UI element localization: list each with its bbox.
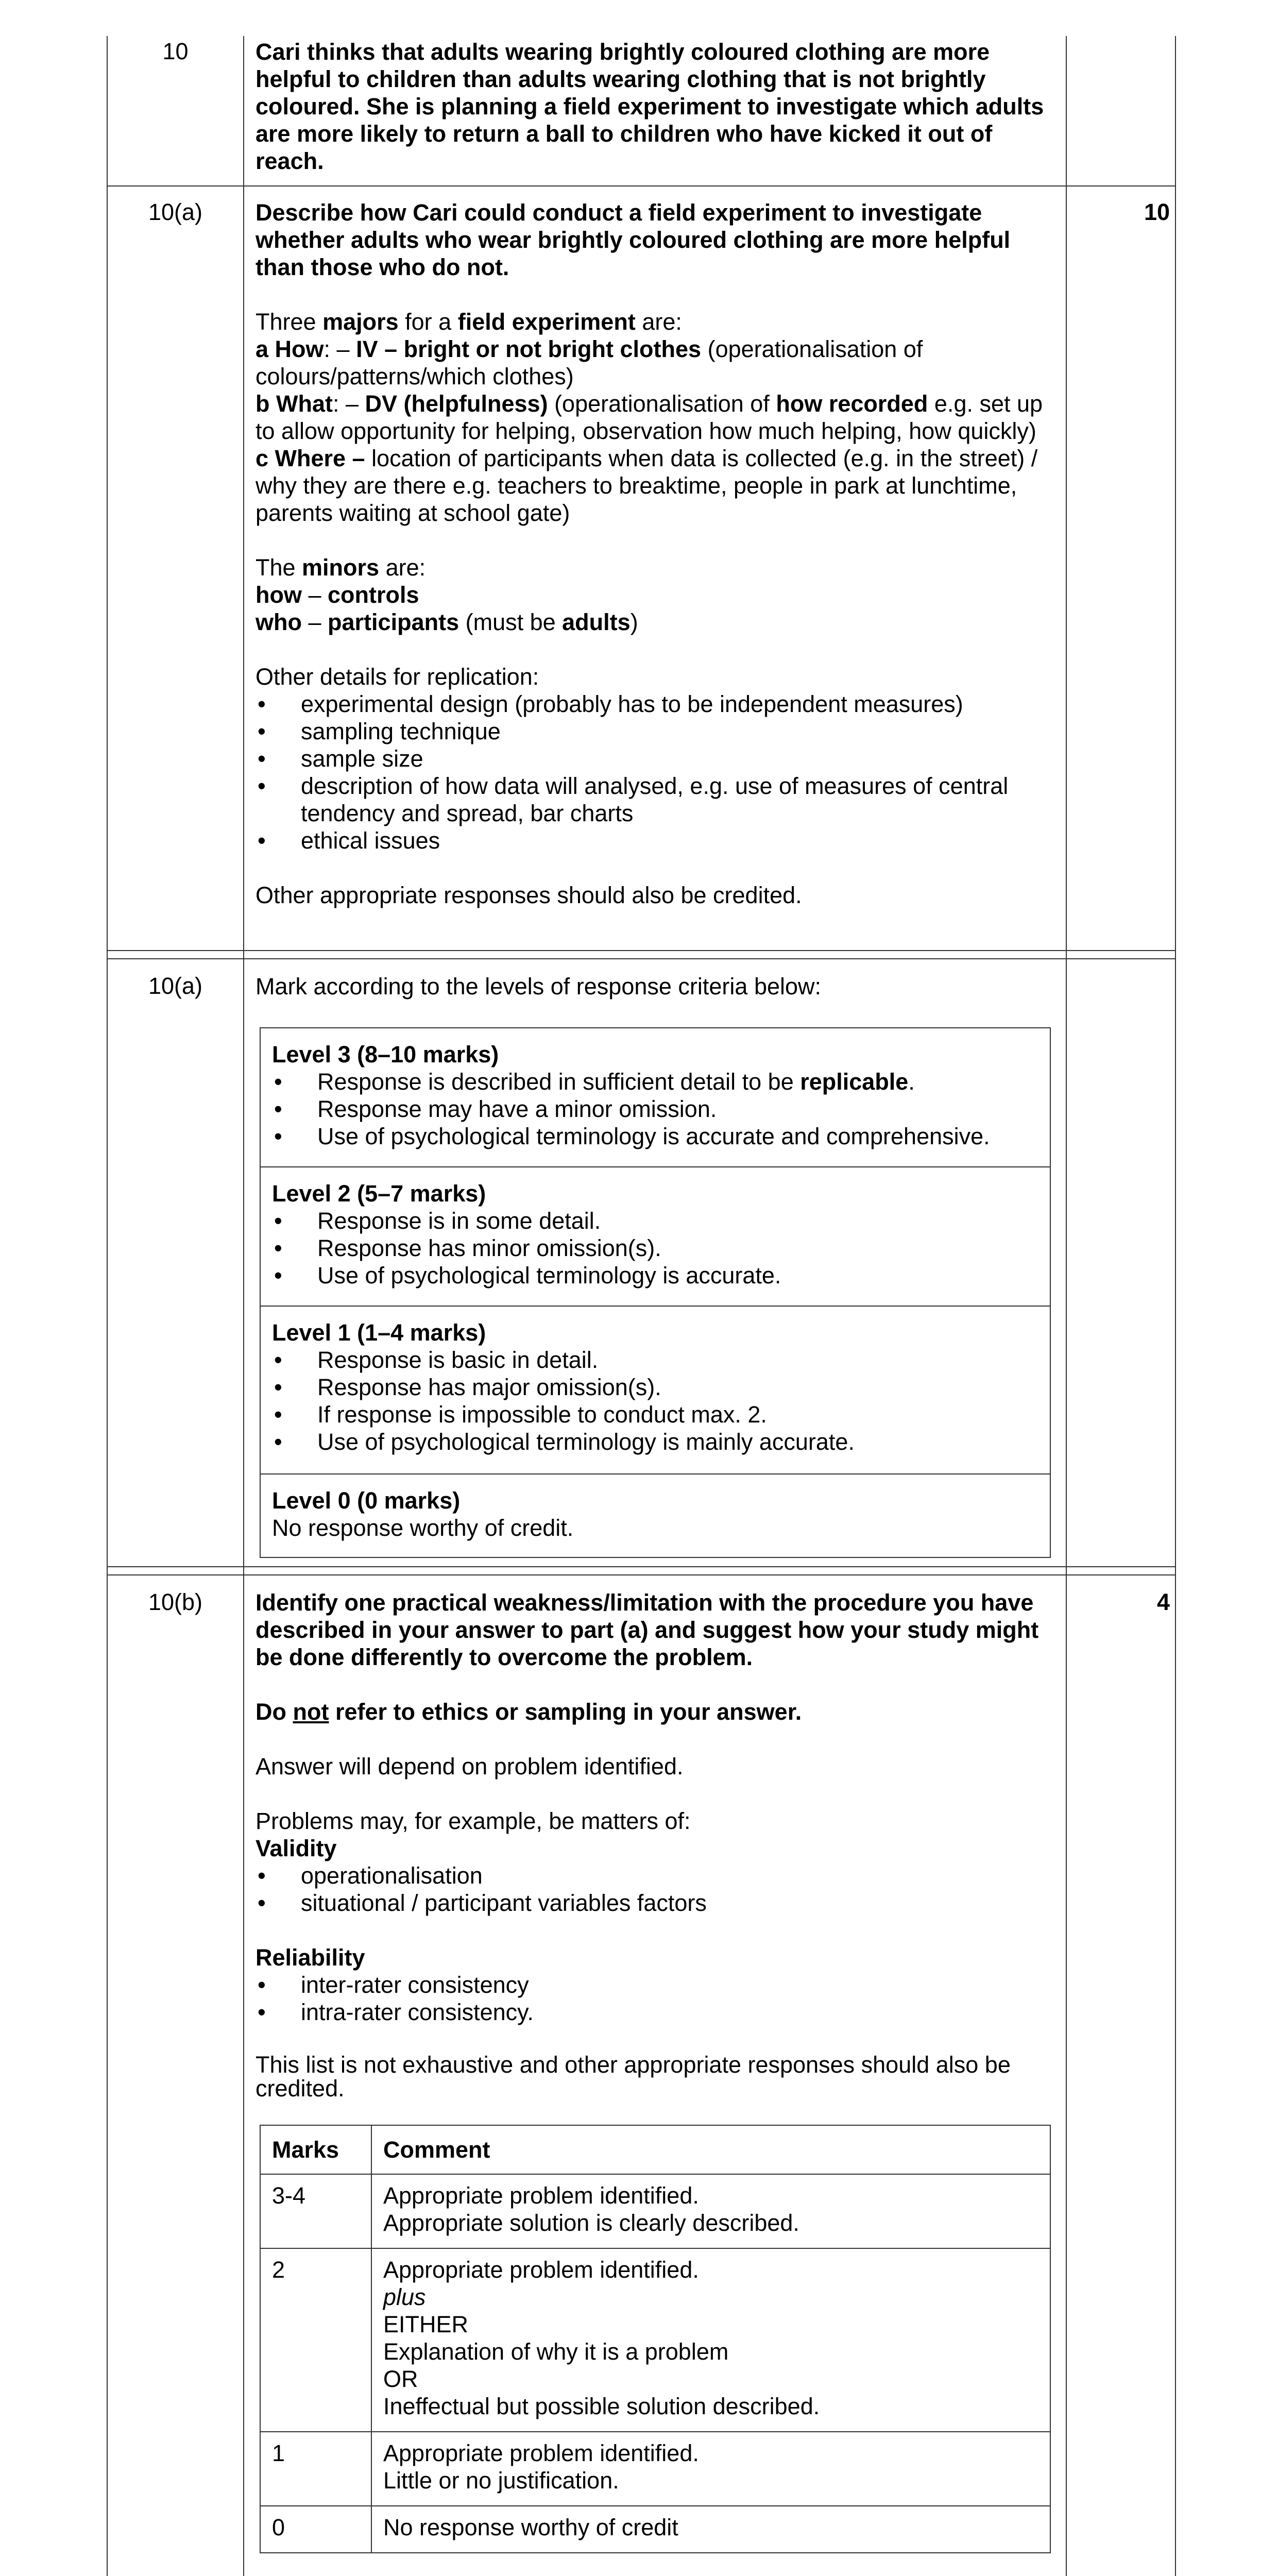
list-item: • Response has minor omission(s). [272, 1234, 1040, 1262]
major-a: a How: – IV – bright or not bright clothes (operationalisation of colours/patterns/which clothes) [255, 336, 923, 389]
mark-cell: 1 [260, 2432, 371, 2506]
marks-table [260, 2125, 1051, 2553]
table-header-row [260, 2125, 1050, 2174]
other-details-list [255, 690, 1062, 854]
level-title: Level 0 (0 marks) [272, 1487, 461, 1514]
table-row [260, 2506, 1050, 2553]
validity-heading: Validity [255, 1835, 337, 1861]
list-item: • Response has major omission(s). [272, 1374, 1040, 1401]
table-border-left [107, 36, 108, 2576]
marks-value: 10 [1144, 199, 1170, 225]
column-header: Comment [371, 2125, 1050, 2174]
list-item: • Use of psychological terminology is accurate. [272, 1262, 1040, 1289]
question-number: 10(b) [148, 1589, 203, 1615]
marks-value: 4 [1156, 1589, 1170, 1615]
reliability-heading: Reliability [255, 1944, 365, 1971]
list-item: • Use of psychological terminology is mainly accurate. [272, 1428, 1040, 1455]
question-stem: Cari thinks that adults wearing brightly coloured clothing are more helpful to children than adults wearing clothing that is not brightly coloured. She is planning a field experiment to investigate which adults are more likely to return a ball to children who have kicked it out of reach. [255, 39, 1044, 174]
comment-cell: Appropriate problem identified. plus EITHER Explanation of why it is a problem OR Ineffectual but possible solution described. [371, 2248, 1050, 2432]
closing-note: Other appropriate responses should also be credited. [255, 882, 802, 908]
comment-cell: Appropriate problem identified. Little or no justification. [371, 2432, 1050, 2506]
question-number: 10(a) [148, 199, 203, 225]
other-details-intro: Other details for replication: [255, 664, 539, 690]
level-title: Level 2 (5–7 marks) [272, 1180, 486, 1207]
closing-note: This list is not exhaustive and other appropriate responses should also be credited. [255, 2052, 1011, 2102]
list-item: • Response is basic in detail. [272, 1346, 1040, 1374]
list-item: • operationalisation [255, 1862, 1062, 1889]
q10b-content [255, 1589, 1062, 2100]
level-title: Level 3 (8–10 marks) [272, 1041, 499, 1067]
list-item: • inter-rater consistency [255, 1971, 1062, 1998]
majors-intro: Three majors for a field experiment are: [255, 309, 682, 335]
row-divider-double [107, 1566, 1176, 1575]
list-item: • intra-rater consistency. [255, 1998, 1062, 2026]
mark-cell: 0 [260, 2506, 371, 2553]
answer-note: Answer will depend on problem identified. [255, 1753, 684, 1780]
mark-cell: 2 [260, 2248, 371, 2432]
list-item: • Response is described in sufficient detail to be replicable. [272, 1068, 1040, 1095]
list-item: • Use of psychological terminology is accurate and comprehensive. [272, 1123, 1040, 1150]
level-0 [261, 1475, 1050, 1557]
instruction: Do not refer to ethics or sampling in your answer. [255, 1699, 802, 1725]
list-item: • sampling technique [255, 718, 1062, 745]
list-item: • If response is impossible to conduct max. 2. [272, 1401, 1040, 1428]
list-item: • situational / participant variables factors [255, 1889, 1062, 1917]
major-b: b What: – DV (helpfulness) (operationalisation of how recorded e.g. set up to allow opportunity for helping, observation how much helping, how quickly) [255, 391, 1043, 444]
levels-of-response-box [260, 1027, 1051, 1558]
reliability-list [255, 1971, 1062, 2026]
level-title: Level 1 (1–4 marks) [272, 1319, 486, 1346]
problems-intro: Problems may, for example, be matters of: [255, 1808, 691, 1834]
table-row [260, 2174, 1050, 2248]
question-number: 10 [162, 38, 189, 64]
list-item: • ethical issues [255, 827, 1062, 854]
question-text: Identify one practical weakness/limitation with the procedure you have described in your answer to part (a) and suggest how your study might be done differently to overcome the problem. [255, 1589, 1039, 1670]
level-3 [261, 1028, 1050, 1167]
question-text: Describe how Cari could conduct a field experiment to investigate whether adults who wear brightly coloured clothing are more helpful than those who do not. [255, 199, 1011, 280]
minor-who: who – participants (must be adults) [255, 609, 638, 635]
row-divider [107, 185, 1176, 187]
list-item: • experimental design (probably has to be independent measures) [255, 690, 1062, 718]
list-item: • description of how data will analysed, e.g. use of measures of central tendency and spread, bar charts [255, 772, 1062, 827]
q10a-content [255, 199, 1062, 909]
list-item: • Response may have a minor omission. [272, 1095, 1040, 1123]
levels-intro: Mark according to the levels of response criteria below: [255, 973, 822, 999]
column-header: Marks [260, 2125, 371, 2174]
level-2 [261, 1167, 1050, 1307]
minors-intro: The minors are: [255, 554, 426, 581]
level-1 [261, 1307, 1050, 1475]
minor-how: how – controls [255, 582, 419, 608]
mark-cell: 3-4 [260, 2174, 371, 2248]
row-divider-double [107, 950, 1176, 959]
table-divider-2 [1066, 36, 1067, 2576]
major-c: c Where – location of participants when data is collected (e.g. in the street) / why they are there e.g. teachers to breaktime, people in park at lunchtime, parents waiting at school gate) [255, 445, 1038, 526]
list-item: • sample size [255, 745, 1062, 772]
level-text: No response worthy of credit. [272, 1515, 574, 1541]
comment-cell: No response worthy of credit [371, 2506, 1050, 2553]
table-row [260, 2248, 1050, 2432]
question-number: 10(a) [148, 973, 203, 999]
table-divider-1 [243, 36, 244, 2576]
list-item: • Response is in some detail. [272, 1207, 1040, 1234]
validity-list [255, 1862, 1062, 1917]
table-row [260, 2432, 1050, 2506]
table-border-right [1175, 36, 1176, 2576]
comment-cell: Appropriate problem identified. Appropriate solution is clearly described. [371, 2174, 1050, 2248]
